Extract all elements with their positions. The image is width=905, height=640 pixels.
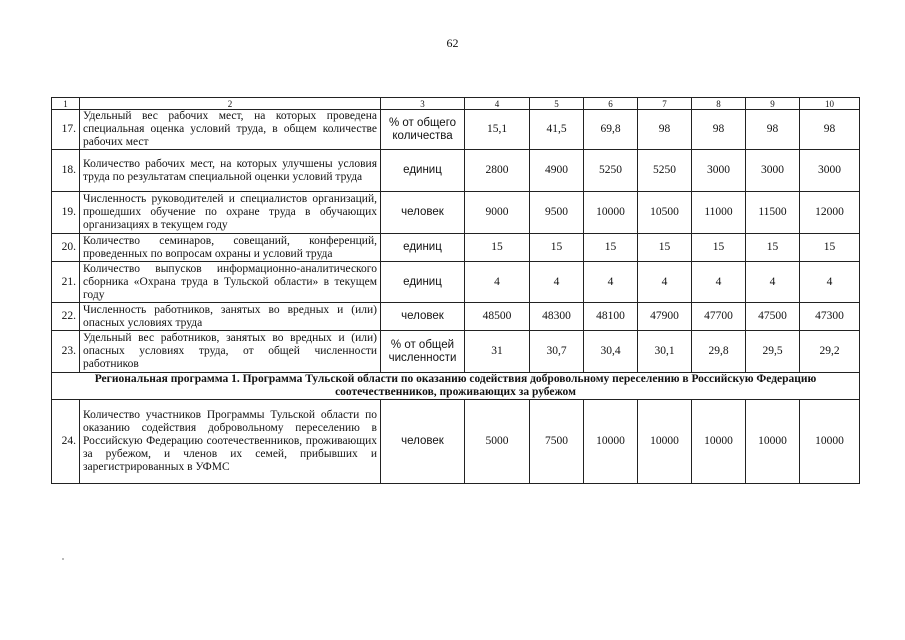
- table-row: [52, 110, 860, 150]
- value-cell: 30,1: [638, 331, 692, 373]
- value-cell: 47900: [638, 303, 692, 331]
- row-number: 21.: [52, 262, 80, 303]
- row-number: 17.: [52, 110, 80, 150]
- column-number: 10: [800, 98, 860, 110]
- table-row: [52, 234, 860, 262]
- value-cell: 10000: [584, 192, 638, 234]
- value-cell: 15: [800, 234, 860, 262]
- indicator-name: Численность работников, занятых во вредных и (или) опасных условиях труда: [80, 303, 381, 331]
- column-number: 4: [465, 98, 530, 110]
- unit-of-measure: % от общего количества: [381, 110, 465, 150]
- indicator-name: Количество рабочих мест, на которых улучшены условия труда по результатам специальной оценки условий труда: [80, 150, 381, 192]
- value-cell: 11000: [692, 192, 746, 234]
- row-number: 18.: [52, 150, 80, 192]
- value-cell: 10000: [584, 400, 638, 484]
- indicator-name: Численность руководителей и специалистов организаций, прошедших обучение по охране труда в обучающих организациях в текущем году: [80, 192, 381, 234]
- column-number: 9: [746, 98, 800, 110]
- indicator-name: Удельный вес рабочих мест, на которых проведена специальная оценка условий труда, в общем количестве рабочих мест: [80, 110, 381, 150]
- value-cell: 10000: [746, 400, 800, 484]
- value-cell: 10500: [638, 192, 692, 234]
- value-cell: 12000: [800, 192, 860, 234]
- value-cell: 7500: [530, 400, 584, 484]
- unit-of-measure: единиц: [381, 234, 465, 262]
- value-cell: 31: [465, 331, 530, 373]
- indicator-name: Количество участников Программы Тульской области по оказанию содействия добровольному переселению в Российскую Федерацию соотечественников, проживающих за рубежом, и членов их семей, прибывших и зарегистрированных в УФМС: [80, 400, 381, 484]
- page-number: 62: [446, 36, 459, 50]
- value-cell: 4: [692, 262, 746, 303]
- value-cell: 10000: [692, 400, 746, 484]
- value-cell: 47500: [746, 303, 800, 331]
- value-cell: 5250: [584, 150, 638, 192]
- table-row: [52, 150, 860, 192]
- value-cell: 4: [584, 262, 638, 303]
- value-cell: 15: [530, 234, 584, 262]
- column-number: 8: [692, 98, 746, 110]
- table-row: [52, 331, 860, 373]
- table-row: [52, 303, 860, 331]
- value-cell: 15: [746, 234, 800, 262]
- column-number-row: [52, 98, 860, 110]
- value-cell: 4: [638, 262, 692, 303]
- value-cell: 10000: [638, 400, 692, 484]
- section-title: Региональная программа 1. Программа Тульской области по оказанию содействия добровольному переселению в Российскую Федерацию соотечественников, проживающих за рубежом: [52, 373, 860, 400]
- table-row: [52, 400, 860, 484]
- value-cell: 4: [530, 262, 584, 303]
- value-cell: 15: [465, 234, 530, 262]
- value-cell: 10000: [800, 400, 860, 484]
- row-number: 22.: [52, 303, 80, 331]
- column-number: 5: [530, 98, 584, 110]
- value-cell: 3000: [746, 150, 800, 192]
- value-cell: 47700: [692, 303, 746, 331]
- value-cell: 9500: [530, 192, 584, 234]
- value-cell: 3000: [800, 150, 860, 192]
- value-cell: 9000: [465, 192, 530, 234]
- value-cell: 48300: [530, 303, 584, 331]
- value-cell: 69,8: [584, 110, 638, 150]
- indicator-name: Удельный вес работников, занятых во вредных и (или) опасных условиях труда, от общей численности работников: [80, 331, 381, 373]
- value-cell: 15: [584, 234, 638, 262]
- row-number: 23.: [52, 331, 80, 373]
- value-cell: 4: [800, 262, 860, 303]
- row-number: 19.: [52, 192, 80, 234]
- unit-of-measure: человек: [381, 400, 465, 484]
- indicator-name: Количество семинаров, совещаний, конференций, проведенных по вопросам охраны и условий труда: [80, 234, 381, 262]
- unit-of-measure: человек: [381, 303, 465, 331]
- value-cell: 29,8: [692, 331, 746, 373]
- column-number: 7: [638, 98, 692, 110]
- value-cell: 98: [746, 110, 800, 150]
- value-cell: 29,2: [800, 331, 860, 373]
- scan-speck: [62, 558, 64, 560]
- value-cell: 48500: [465, 303, 530, 331]
- column-number: 1: [52, 98, 80, 110]
- value-cell: 3000: [692, 150, 746, 192]
- value-cell: 48100: [584, 303, 638, 331]
- value-cell: 4: [465, 262, 530, 303]
- row-number: 24.: [52, 400, 80, 484]
- value-cell: 5000: [465, 400, 530, 484]
- unit-of-measure: % от общей численности: [381, 331, 465, 373]
- column-number: 6: [584, 98, 638, 110]
- value-cell: 29,5: [746, 331, 800, 373]
- unit-of-measure: единиц: [381, 262, 465, 303]
- unit-of-measure: человек: [381, 192, 465, 234]
- value-cell: 15: [638, 234, 692, 262]
- value-cell: 30,4: [584, 331, 638, 373]
- value-cell: 98: [692, 110, 746, 150]
- indicators-table: [51, 97, 860, 484]
- row-number: 20.: [52, 234, 80, 262]
- value-cell: 11500: [746, 192, 800, 234]
- indicator-name: Количество выпусков информационно-аналитического сборника «Охрана труда в Тульской области» в текущем году: [80, 262, 381, 303]
- value-cell: 30,7: [530, 331, 584, 373]
- section-row: [52, 373, 860, 400]
- value-cell: 4900: [530, 150, 584, 192]
- value-cell: 15: [692, 234, 746, 262]
- table-row: [52, 262, 860, 303]
- column-number: 2: [80, 98, 381, 110]
- value-cell: 98: [800, 110, 860, 150]
- value-cell: 47300: [800, 303, 860, 331]
- unit-of-measure: единиц: [381, 150, 465, 192]
- value-cell: 5250: [638, 150, 692, 192]
- value-cell: 41,5: [530, 110, 584, 150]
- table-row: [52, 192, 860, 234]
- value-cell: 15,1: [465, 110, 530, 150]
- value-cell: 2800: [465, 150, 530, 192]
- column-number: 3: [381, 98, 465, 110]
- value-cell: 4: [746, 262, 800, 303]
- value-cell: 98: [638, 110, 692, 150]
